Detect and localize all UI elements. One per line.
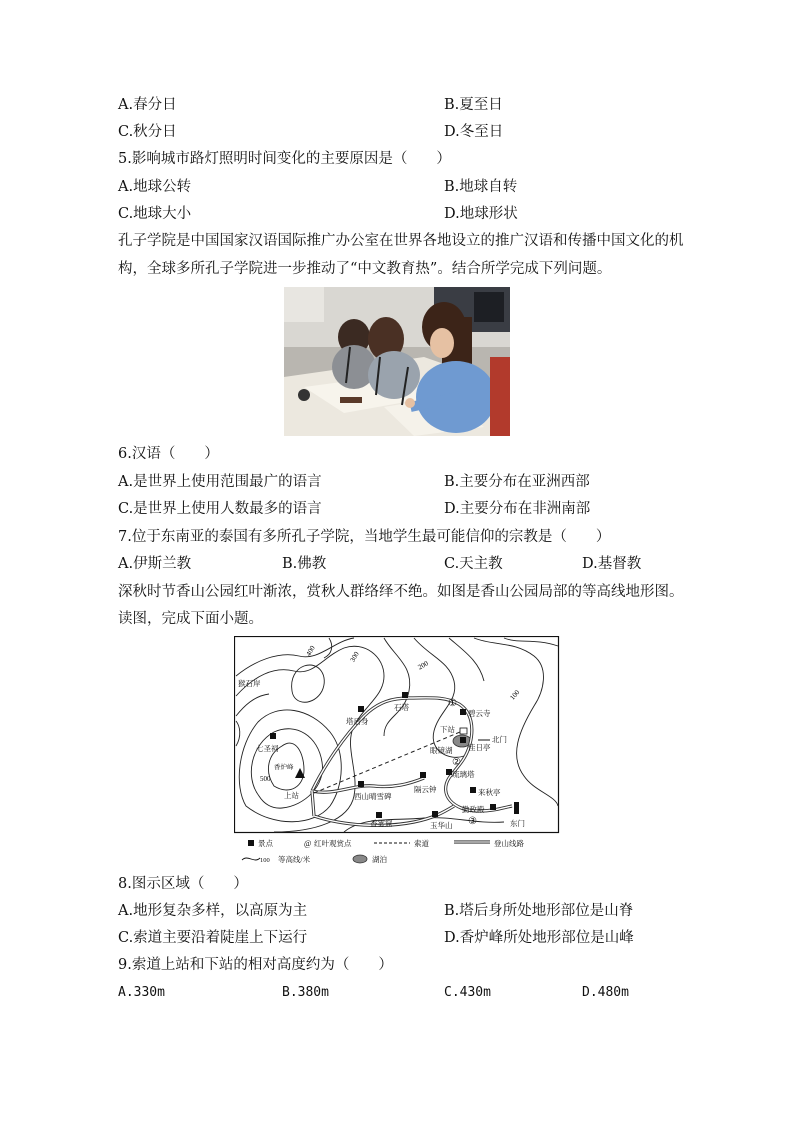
legend-red-leaf: 红叶观赏点 bbox=[314, 839, 352, 848]
contour-label-400: 400 bbox=[304, 644, 317, 658]
label-qin-zheng-dian: 勤政殿 bbox=[462, 805, 485, 814]
label-shang-zhan: 上站 bbox=[284, 791, 299, 800]
q8-option-b[interactable]: B.塔后身所处地形部位是山脊 bbox=[444, 903, 634, 919]
lower-station-marker bbox=[460, 728, 467, 734]
q8-option-c[interactable]: C.索道主要沿着陡崖上下运行 bbox=[118, 930, 308, 946]
q8-option-d[interactable]: D.香炉峰所处地形部位是山峰 bbox=[444, 930, 634, 946]
label-liu-li-ta: 琉璃塔 bbox=[452, 770, 475, 779]
label-route-2: ② bbox=[452, 757, 461, 768]
calligraphy-photo-illustration bbox=[284, 287, 510, 436]
xiangshan-contour-map bbox=[234, 636, 561, 868]
passage2-line2: 读图，完成下面小题。 bbox=[118, 611, 263, 627]
contour-map-svg bbox=[234, 636, 561, 868]
q4-option-c[interactable]: C.秋分日 bbox=[118, 124, 177, 140]
q7-option-d[interactable]: D.基督教 bbox=[582, 556, 642, 572]
passage2-line1: 深秋时节香山公园红叶渐浓，赏秋人群络绎不绝。如图是香山公园局部的等高线地形图。 bbox=[118, 584, 684, 600]
east-gate-marker bbox=[514, 802, 519, 814]
q8-stem: 8.图示区域（ ） bbox=[118, 876, 248, 892]
q7-stem: 7.位于东南亚的泰国有多所孔子学院，当地学生最可能信仰的宗教是（ ） bbox=[118, 529, 611, 545]
label-yu-hua-shan: 玉华山 bbox=[430, 821, 453, 830]
q6-option-b[interactable]: B.主要分布在亚洲西部 bbox=[444, 474, 590, 490]
legend-scenic: 景点 bbox=[258, 839, 273, 848]
label-route-3: ③ bbox=[468, 816, 477, 827]
q5-option-b[interactable]: B.地球自转 bbox=[444, 179, 518, 195]
map-legend bbox=[242, 838, 524, 864]
q5-option-c[interactable]: C.地球大小 bbox=[118, 206, 192, 222]
passage1-line2: 构，全球多所孔子学院进一步推动了“中文教育热”。结合所学完成下列问题。 bbox=[118, 261, 612, 277]
label-route-1: ① bbox=[448, 698, 457, 709]
q6-option-c[interactable]: C.是世界上使用人数最多的语言 bbox=[118, 501, 322, 517]
q5-option-a[interactable]: A.地球公转 bbox=[118, 179, 192, 195]
q7-option-c[interactable]: C.天主教 bbox=[444, 556, 503, 572]
label-qi-sheng-ci: 七圣祠 bbox=[256, 744, 279, 753]
svg-text:@: @ bbox=[304, 839, 312, 848]
contour-label-300: 300 bbox=[348, 650, 361, 664]
legend-contour-value: 100 bbox=[260, 857, 270, 864]
label-hou-shi-an: 猴石岸 bbox=[238, 679, 261, 688]
q6-stem: 6.汉语（ ） bbox=[118, 446, 219, 462]
passage1-line1: 孔子学院是中国国家汉语国际推广办公室在世界各地设立的推广汉语和传播中国文化的机 bbox=[118, 233, 684, 249]
label-dong-men: 东门 bbox=[510, 819, 525, 828]
contour-label-100: 100 bbox=[508, 688, 522, 702]
q7-option-a[interactable]: A.伊斯兰教 bbox=[118, 556, 192, 572]
q5-stem: 5.影响城市路灯照明时间变化的主要原因是（ ） bbox=[118, 151, 451, 167]
q9-option-b[interactable]: B.380m bbox=[282, 985, 329, 1000]
label-xi-shan-qing-xue: 西山晴雪碑 bbox=[354, 792, 392, 801]
q4-option-b[interactable]: B.夏至日 bbox=[444, 97, 503, 113]
label-ta-hou-shen: 塔后身 bbox=[346, 717, 369, 726]
label-yan-jing-hu: 眼镜湖 bbox=[430, 746, 453, 755]
label-bei-men: 北门 bbox=[492, 735, 507, 744]
q9-option-a[interactable]: A.330m bbox=[118, 985, 165, 1000]
contour-label-200: 200 bbox=[416, 659, 430, 672]
label-xiang-wu-ku: 香雾窟 bbox=[370, 819, 393, 828]
label-xiang-lu-feng: 香炉峰 bbox=[274, 764, 294, 771]
q9-stem: 9.索道上站和下站的相对高度约为（ ） bbox=[118, 957, 393, 973]
q4-option-d[interactable]: D.冬至日 bbox=[444, 124, 504, 140]
q9-option-d[interactable]: D.480m bbox=[582, 985, 629, 1000]
q6-option-d[interactable]: D.主要分布在非洲南部 bbox=[444, 501, 591, 517]
label-bi-yun-si: 碧云寺 bbox=[468, 709, 491, 718]
label-xia-zhan: 下站 bbox=[440, 725, 455, 734]
legend-trail: 登山线路 bbox=[494, 839, 524, 848]
legend-lake: 湖泊 bbox=[372, 855, 387, 864]
q9-option-c[interactable]: C.430m bbox=[444, 985, 491, 1000]
label-lai-qiu-ting: 来秋亭 bbox=[478, 788, 501, 797]
q8-option-a[interactable]: A.地形复杂多样，以高原为主 bbox=[118, 903, 308, 919]
q7-option-b[interactable]: B.佛教 bbox=[282, 556, 327, 572]
calligraphy-photo bbox=[284, 287, 510, 436]
q6-option-a[interactable]: A.是世界上使用范围最广的语言 bbox=[118, 474, 322, 490]
legend-cableway: 索道 bbox=[414, 839, 429, 848]
label-shi-ta: 石塔 bbox=[394, 703, 409, 712]
label-ge-yun-zhong: 隔云钟 bbox=[414, 785, 437, 794]
label-jia-ri-ting: 佳日亭 bbox=[468, 743, 491, 752]
q5-option-d[interactable]: D.地球形状 bbox=[444, 206, 518, 222]
q4-option-a[interactable]: A.春分日 bbox=[118, 97, 177, 113]
contour-label-500: 500 bbox=[260, 775, 271, 783]
legend-contour: 等高线/米 bbox=[278, 855, 311, 864]
